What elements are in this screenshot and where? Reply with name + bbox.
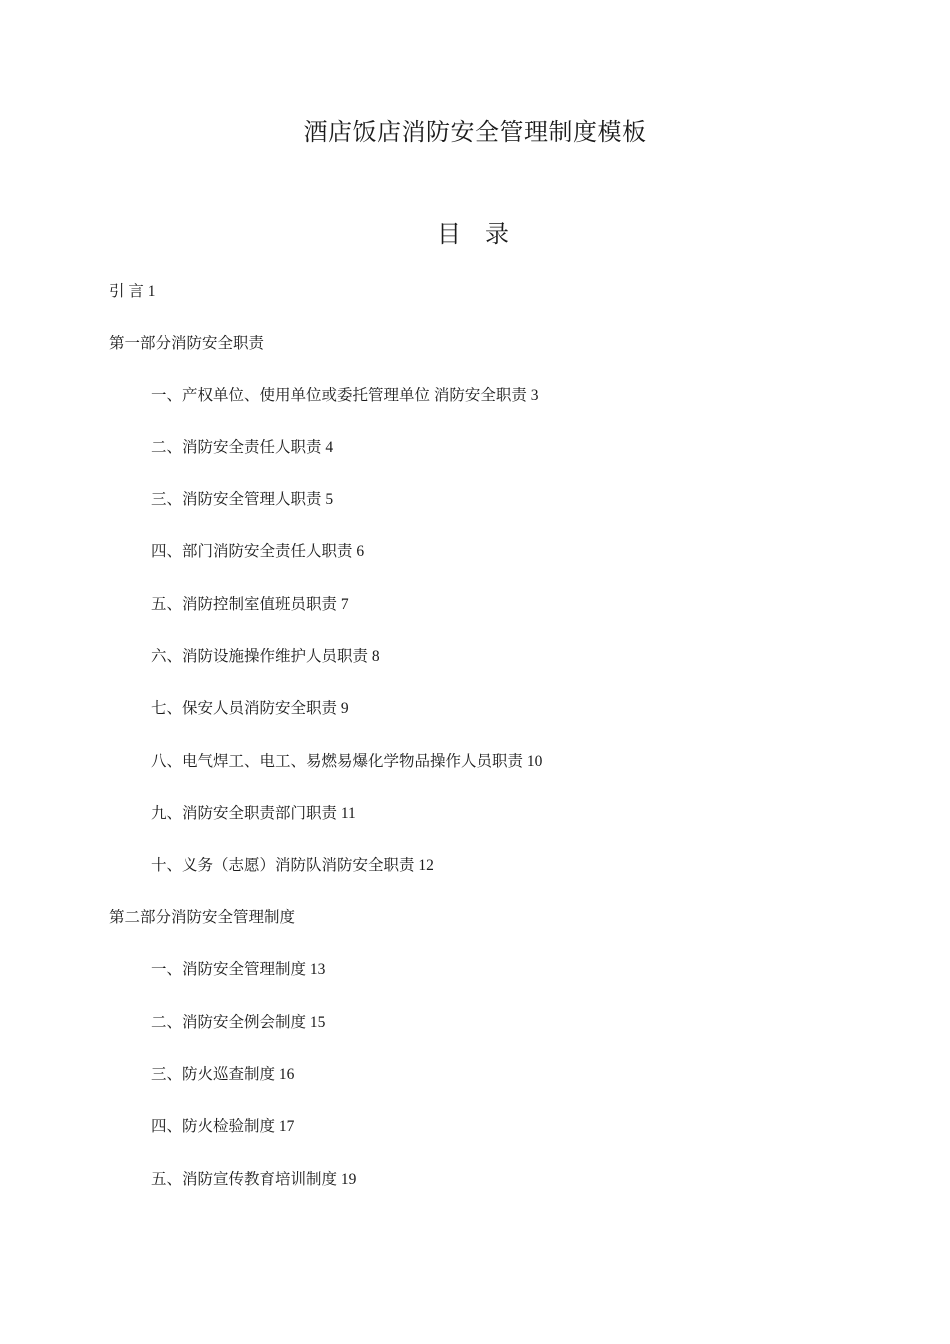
toc-entry-part1-4[interactable]: 四、部门消防安全责任人职责 6	[151, 543, 365, 560]
toc-entry-part2-3[interactable]: 三、防火巡查制度 16	[151, 1066, 295, 1083]
toc-entry-part2-5[interactable]: 五、消防宣传教育培训制度 19	[151, 1171, 357, 1188]
toc-entry-part1[interactable]: 第一部分消防安全职责	[109, 335, 265, 352]
toc-entry-part1-3[interactable]: 三、消防安全管理人职责 5	[151, 491, 334, 508]
toc-heading: 目 录	[437, 222, 513, 248]
toc-entry-part2-1[interactable]: 一、消防安全管理制度 13	[151, 961, 326, 978]
document-title: 酒店饭店消防安全管理制度模板	[303, 120, 647, 146]
toc-entry-part2-4[interactable]: 四、防火检验制度 17	[151, 1118, 295, 1135]
toc-entry-part1-6[interactable]: 六、消防设施操作维护人员职责 8	[151, 648, 380, 665]
toc-entry-part1-5[interactable]: 五、消防控制室值班员职责 7	[151, 596, 349, 613]
toc-entry-part1-7[interactable]: 七、保安人员消防安全职责 9	[151, 700, 349, 717]
toc-entry-part2-2[interactable]: 二、消防安全例会制度 15	[151, 1014, 326, 1031]
toc-entry-part1-2[interactable]: 二、消防安全责任人职责 4	[151, 439, 334, 456]
toc-entry-part2[interactable]: 第二部分消防安全管理制度	[109, 909, 296, 926]
toc-entry-intro[interactable]: 引 言 1	[109, 283, 156, 300]
toc-entry-part1-9[interactable]: 九、消防安全职责部门职责 11	[151, 805, 356, 822]
toc-entry-part1-8[interactable]: 八、电气焊工、电工、易燃易爆化学物品操作人员职责 10	[151, 753, 543, 770]
toc-entry-part1-1[interactable]: 一、产权单位、使用单位或委托管理单位 消防安全职责 3	[151, 387, 539, 404]
toc-entry-part1-10[interactable]: 十、义务（志愿）消防队消防安全职责 12	[151, 857, 434, 874]
